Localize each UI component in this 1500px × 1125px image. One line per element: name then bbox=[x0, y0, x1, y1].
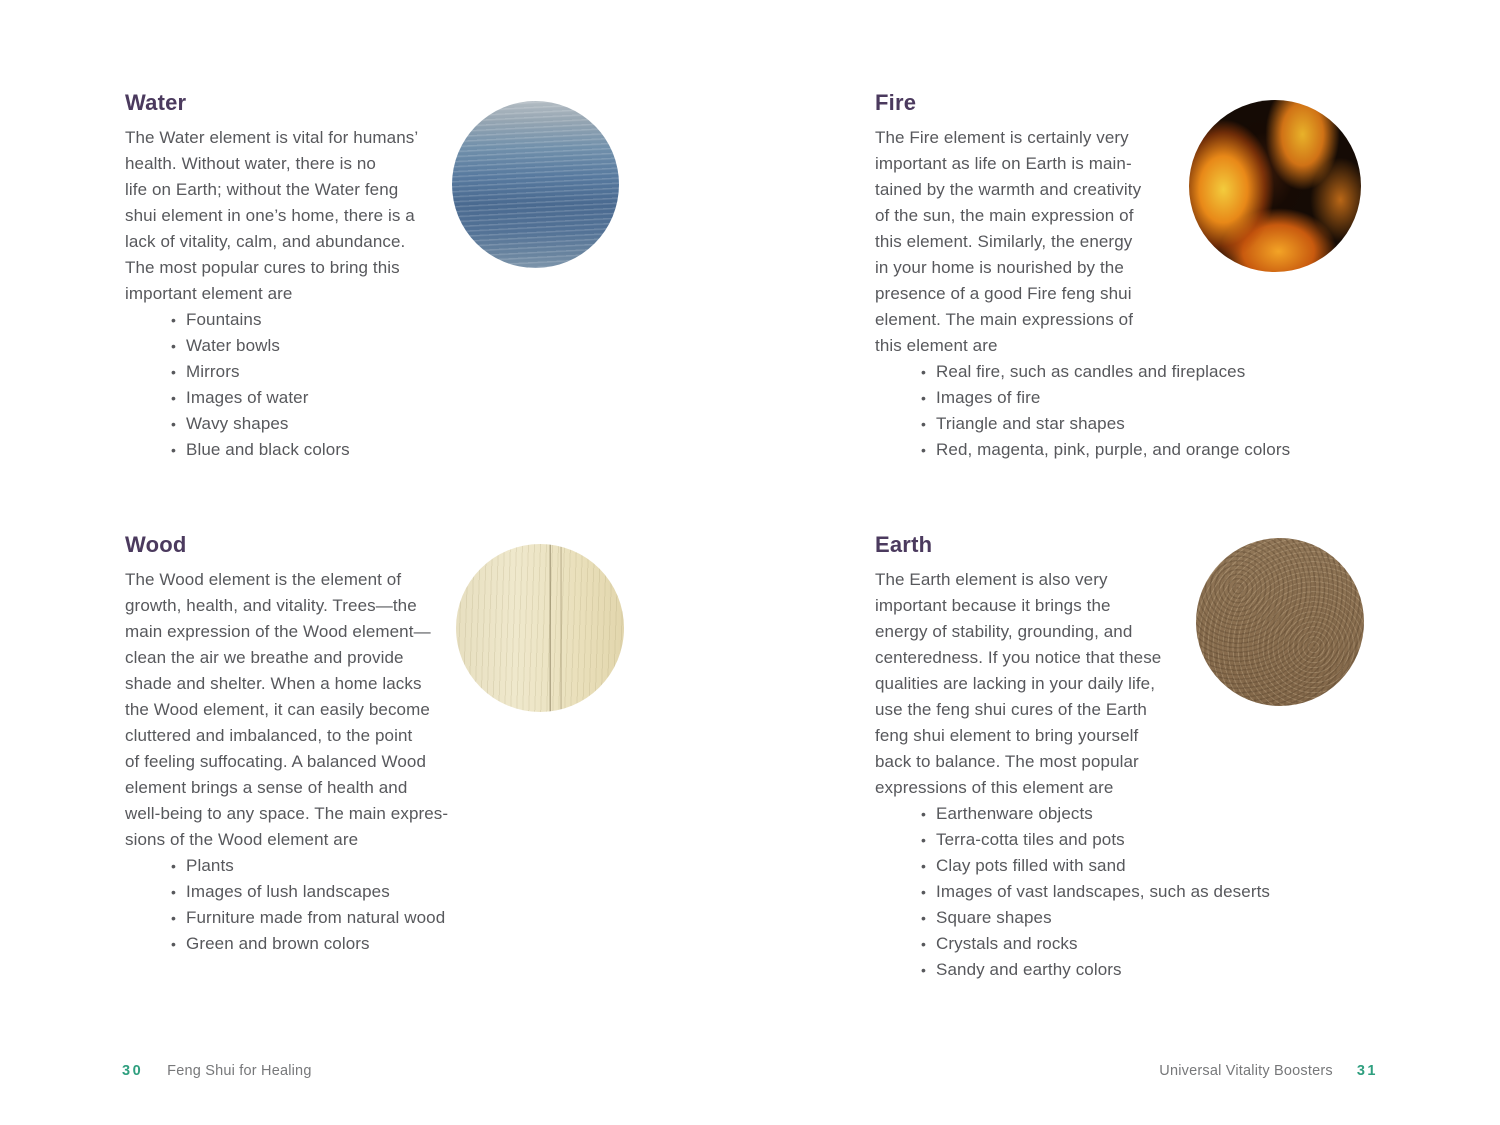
footer-right bbox=[1159, 1062, 1378, 1080]
body-line: presence of a good Fire feng shui bbox=[875, 284, 1132, 303]
bullet-text: Blue and black colors bbox=[186, 440, 350, 459]
body-line: element. The main expressions of bbox=[875, 310, 1134, 329]
body-line: The Earth element is also very bbox=[875, 570, 1108, 589]
body-line: important because it brings the bbox=[875, 596, 1111, 615]
bullet-item bbox=[875, 853, 1270, 879]
bullet-text: Images of fire bbox=[936, 388, 1041, 407]
body-line: element brings a sense of health and bbox=[125, 778, 408, 797]
bullet-item bbox=[125, 905, 448, 931]
body-line: The most popular cures to bring this bbox=[125, 258, 400, 277]
bullet-icon: • bbox=[921, 442, 927, 458]
body-line: energy of stability, grounding, and bbox=[875, 622, 1133, 641]
bullet-text: Water bowls bbox=[186, 336, 281, 355]
bullet-icon: • bbox=[921, 416, 927, 432]
section-wood bbox=[125, 532, 448, 957]
body-line: centeredness. If you notice that these bbox=[875, 648, 1162, 667]
body-line: The Fire element is certainly very bbox=[875, 128, 1129, 147]
bullet-icon: • bbox=[921, 806, 927, 822]
bullet-text: Terra-cotta tiles and pots bbox=[936, 830, 1125, 849]
body-line: growth, health, and vitality. Trees—the bbox=[125, 596, 417, 615]
body-line: of the sun, the main expression of bbox=[875, 206, 1134, 225]
bullet-text: Red, magenta, pink, purple, and orange colors bbox=[936, 440, 1291, 459]
bullet-item bbox=[125, 333, 418, 359]
bullet-icon: • bbox=[171, 858, 177, 874]
body-line: qualities are lacking in your daily life, bbox=[875, 674, 1156, 693]
bullet-text: Real fire, such as candles and fireplaces bbox=[936, 362, 1246, 381]
bullet-text: Plants bbox=[186, 856, 234, 875]
bullet-item bbox=[125, 359, 418, 385]
bullet-icon: • bbox=[171, 442, 177, 458]
bullet-text: Square shapes bbox=[936, 908, 1052, 927]
fire-photo bbox=[1189, 100, 1361, 272]
body-line: back to balance. The most popular bbox=[875, 752, 1139, 771]
body-line: expressions of this element are bbox=[875, 778, 1114, 797]
page-number-right: 31 bbox=[1356, 1063, 1378, 1079]
page-number-left: 30 bbox=[122, 1063, 144, 1079]
wood-heading: Wood bbox=[125, 532, 187, 557]
body-line: main expression of the Wood element— bbox=[125, 622, 431, 641]
bullet-icon: • bbox=[171, 364, 177, 380]
bullet-item bbox=[875, 359, 1290, 385]
bullet-icon: • bbox=[171, 416, 177, 432]
bullet-text: Images of vast landscapes, such as deserts bbox=[936, 882, 1270, 901]
bullet-item bbox=[125, 437, 418, 463]
bullet-item bbox=[125, 879, 448, 905]
fire-bullet-list bbox=[875, 359, 1290, 463]
bullet-icon: • bbox=[171, 910, 177, 926]
fire-heading: Fire bbox=[875, 90, 917, 115]
footer-left bbox=[122, 1062, 312, 1080]
body-line: tained by the warmth and creativity bbox=[875, 180, 1142, 199]
bullet-item bbox=[875, 905, 1270, 931]
body-line: important as life on Earth is main- bbox=[875, 154, 1132, 173]
bullet-text: Clay pots filled with sand bbox=[936, 856, 1126, 875]
bullet-icon: • bbox=[921, 910, 927, 926]
body-line: in your home is nourished by the bbox=[875, 258, 1124, 277]
bullet-icon: • bbox=[921, 884, 927, 900]
bullet-text: Fountains bbox=[186, 310, 262, 329]
body-line: important element are bbox=[125, 284, 293, 303]
bullet-item bbox=[125, 853, 448, 879]
body-line: the Wood element, it can easily become bbox=[125, 700, 430, 719]
body-line: feng shui element to bring yourself bbox=[875, 726, 1139, 745]
water-paragraph bbox=[125, 125, 418, 307]
bullet-item bbox=[875, 827, 1270, 853]
bullet-item bbox=[125, 307, 418, 333]
wood-bullet-list bbox=[125, 853, 448, 957]
body-line: The Wood element is the element of bbox=[125, 570, 402, 589]
body-line: use the feng shui cures of the Earth bbox=[875, 700, 1147, 719]
water-bullet-list bbox=[125, 307, 418, 463]
bullet-icon: • bbox=[171, 390, 177, 406]
bullet-text: Triangle and star shapes bbox=[936, 414, 1125, 433]
bullet-item bbox=[875, 957, 1270, 983]
section-water bbox=[125, 90, 418, 463]
bullet-text: Crystals and rocks bbox=[936, 934, 1078, 953]
bullet-icon: • bbox=[921, 364, 927, 380]
body-line: this element are bbox=[875, 336, 998, 355]
bullet-icon: • bbox=[921, 858, 927, 874]
bullet-item bbox=[875, 437, 1290, 463]
bullet-item bbox=[875, 931, 1270, 957]
bullet-text: Images of water bbox=[186, 388, 309, 407]
bullet-icon: • bbox=[171, 936, 177, 952]
body-line: clean the air we breathe and provide bbox=[125, 648, 404, 667]
body-line: life on Earth; without the Water feng bbox=[125, 180, 399, 199]
water-photo bbox=[452, 101, 619, 268]
bullet-item bbox=[125, 411, 418, 437]
bullet-text: Wavy shapes bbox=[186, 414, 289, 433]
body-line: sions of the Wood element are bbox=[125, 830, 359, 849]
body-line: of feeling suffocating. A balanced Wood bbox=[125, 752, 426, 771]
earth-heading: Earth bbox=[875, 532, 933, 557]
body-line: this element. Similarly, the energy bbox=[875, 232, 1133, 251]
bullet-item bbox=[875, 879, 1270, 905]
bullet-icon: • bbox=[171, 884, 177, 900]
body-line: The Water element is vital for humans’ bbox=[125, 128, 419, 147]
body-line: lack of vitality, calm, and abundance. bbox=[125, 232, 406, 251]
bullet-icon: • bbox=[921, 962, 927, 978]
bullet-item bbox=[875, 385, 1290, 411]
body-line: cluttered and imbalanced, to the point bbox=[125, 726, 413, 745]
bullet-text: Images of lush landscapes bbox=[186, 882, 390, 901]
bullet-text: Green and brown colors bbox=[186, 934, 370, 953]
bullet-icon: • bbox=[171, 338, 177, 354]
wood-paragraph bbox=[125, 567, 448, 853]
running-title-right: Universal Vitality Boosters bbox=[1159, 1063, 1333, 1079]
earth-bullet-list bbox=[875, 801, 1270, 983]
bullet-text: Earthenware objects bbox=[936, 804, 1093, 823]
bullet-icon: • bbox=[921, 390, 927, 406]
bullet-item bbox=[125, 385, 418, 411]
earth-photo bbox=[1196, 538, 1364, 706]
bullet-text: Mirrors bbox=[186, 362, 240, 381]
bullet-item bbox=[125, 931, 448, 957]
bullet-text: Sandy and earthy colors bbox=[936, 960, 1122, 979]
bullet-text: Furniture made from natural wood bbox=[186, 908, 446, 927]
bullet-item bbox=[875, 801, 1270, 827]
bullet-icon: • bbox=[171, 312, 177, 328]
water-heading: Water bbox=[125, 90, 187, 115]
bullet-icon: • bbox=[921, 936, 927, 952]
body-line: health. Without water, there is no bbox=[125, 154, 376, 173]
body-line: shui element in one’s home, there is a bbox=[125, 206, 415, 225]
bullet-item bbox=[875, 411, 1290, 437]
body-line: shade and shelter. When a home lacks bbox=[125, 674, 422, 693]
bullet-icon: • bbox=[921, 832, 927, 848]
wood-photo bbox=[456, 544, 624, 712]
body-line: well-being to any space. The main expres- bbox=[125, 804, 449, 823]
running-title-left: Feng Shui for Healing bbox=[167, 1063, 312, 1079]
